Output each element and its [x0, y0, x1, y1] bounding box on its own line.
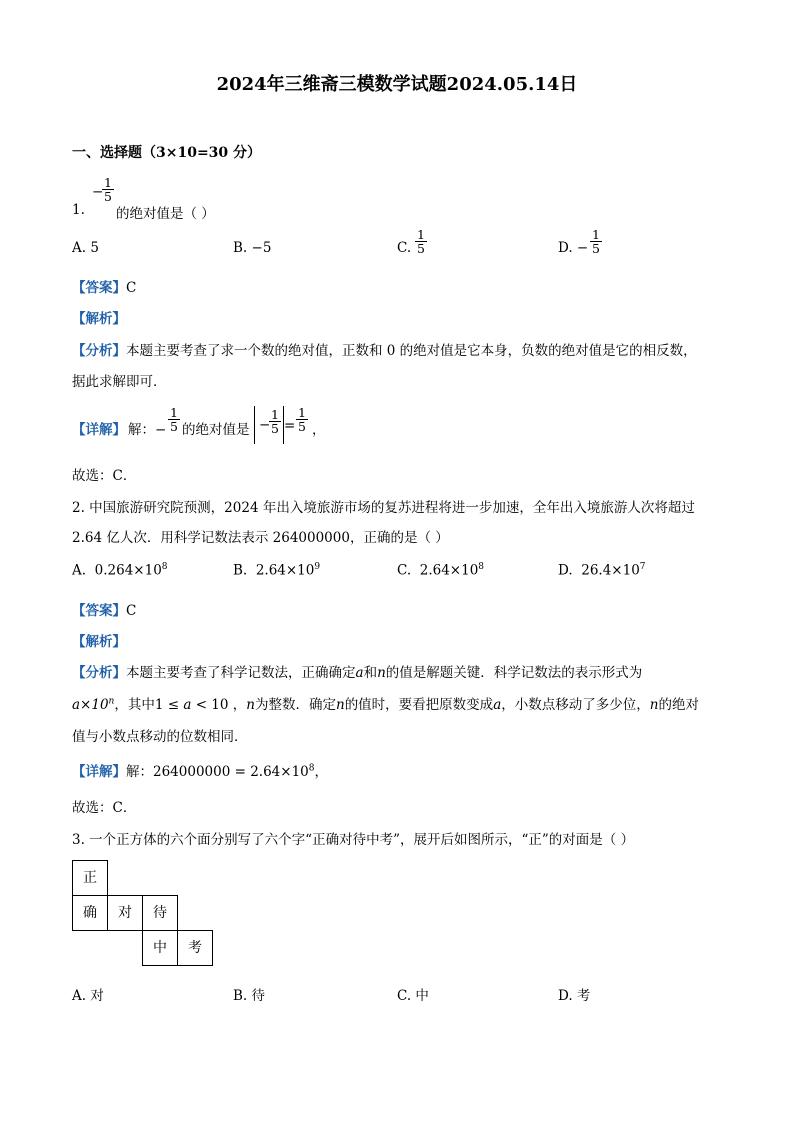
net-cell-zhong: 中: [142, 930, 178, 966]
q1-number: 1.: [72, 202, 85, 218]
q3-stem: 3. 一个正方体的六个面分别写了六个字“正确对待中考”，展开后如图所示，“正”的对面是（ ）: [72, 832, 635, 848]
q3-option-c: C. 中: [397, 988, 429, 1004]
q2-option-b: B. $2.64\times 10^9$: [233, 562, 321, 579]
q2-fenxi-line3: 值与小数点移动的位数相同．: [72, 729, 248, 745]
q2-stem-line2: 2.64 亿人次．用科学记数法表示 264000000，正确的是（ ）: [72, 530, 449, 546]
page-title: 2024年三维斋三模数学试题2024.05.14日: [216, 74, 578, 95]
q1-choose: 故选：C．: [72, 468, 137, 484]
net-cell-que: 确: [72, 895, 108, 931]
q1-option-b: B. −5: [233, 240, 272, 256]
q2-stem-line1: 2. 中国旅游研究院预测，2024 年出入境旅游市场的复苏进程将进一步加速，全年出入境旅游人次将超过: [72, 500, 695, 516]
net-cell-dai: 待: [142, 895, 178, 931]
q2-option-d: D. $26.4\times 10^7$: [558, 562, 646, 579]
net-cell-zheng: 正: [72, 860, 108, 896]
section-heading: 一、选择题（3×10=30 分）: [72, 145, 262, 161]
q2-option-c: C. $2.64\times 10^8$: [397, 562, 485, 579]
q1-fraction: $\frac{1}{5}$: [104, 175, 112, 205]
q2-fenxi-line2: $a\times 10^n$，其中1 ≤ a < 10 ，n为整数．确定n的值时，要看把原数变成a，小数点移动了多少位，n的绝对: [72, 696, 699, 713]
absolute-value-bars: − $\frac{1}{5}$: [254, 406, 284, 444]
q3-option-d: D. 考: [558, 988, 591, 1004]
q3-option-b: B. 待: [233, 988, 266, 1004]
q1-option-a: A. 5: [72, 240, 99, 256]
q2-fenxi-line1: 【分析】本题主要考查了科学记数法，正确确定a和n的值是解题关键．科学记数法的表示形式为: [72, 665, 643, 681]
q2-answer: 【答案】C: [72, 603, 137, 619]
q1-answer: 【答案】C: [72, 280, 137, 296]
net-cell-dui: 对: [107, 895, 143, 931]
q2-choose: 故选：C．: [72, 800, 137, 816]
net-cell-kao: 考: [177, 930, 213, 966]
q1-fenxi-cont: 据此求解即可．: [72, 374, 167, 390]
q1-analysis-tag: 【解析】: [72, 311, 126, 327]
cube-net-diagram: [72, 860, 218, 968]
q2-detail: 【详解】解：$264000000 = 2.64\times 10^8$，: [72, 763, 328, 780]
q3-option-a: A. 对: [72, 988, 104, 1004]
q2-option-a: A. $0.264\times 10^8$: [72, 562, 168, 579]
q2-analysis-tag: 【解析】: [72, 634, 126, 650]
q1-fenxi: 【分析】本题主要考查了求一个数的绝对值，正数和 0 的绝对值是它本身，负数的绝对值是它的相反数，: [72, 343, 697, 359]
